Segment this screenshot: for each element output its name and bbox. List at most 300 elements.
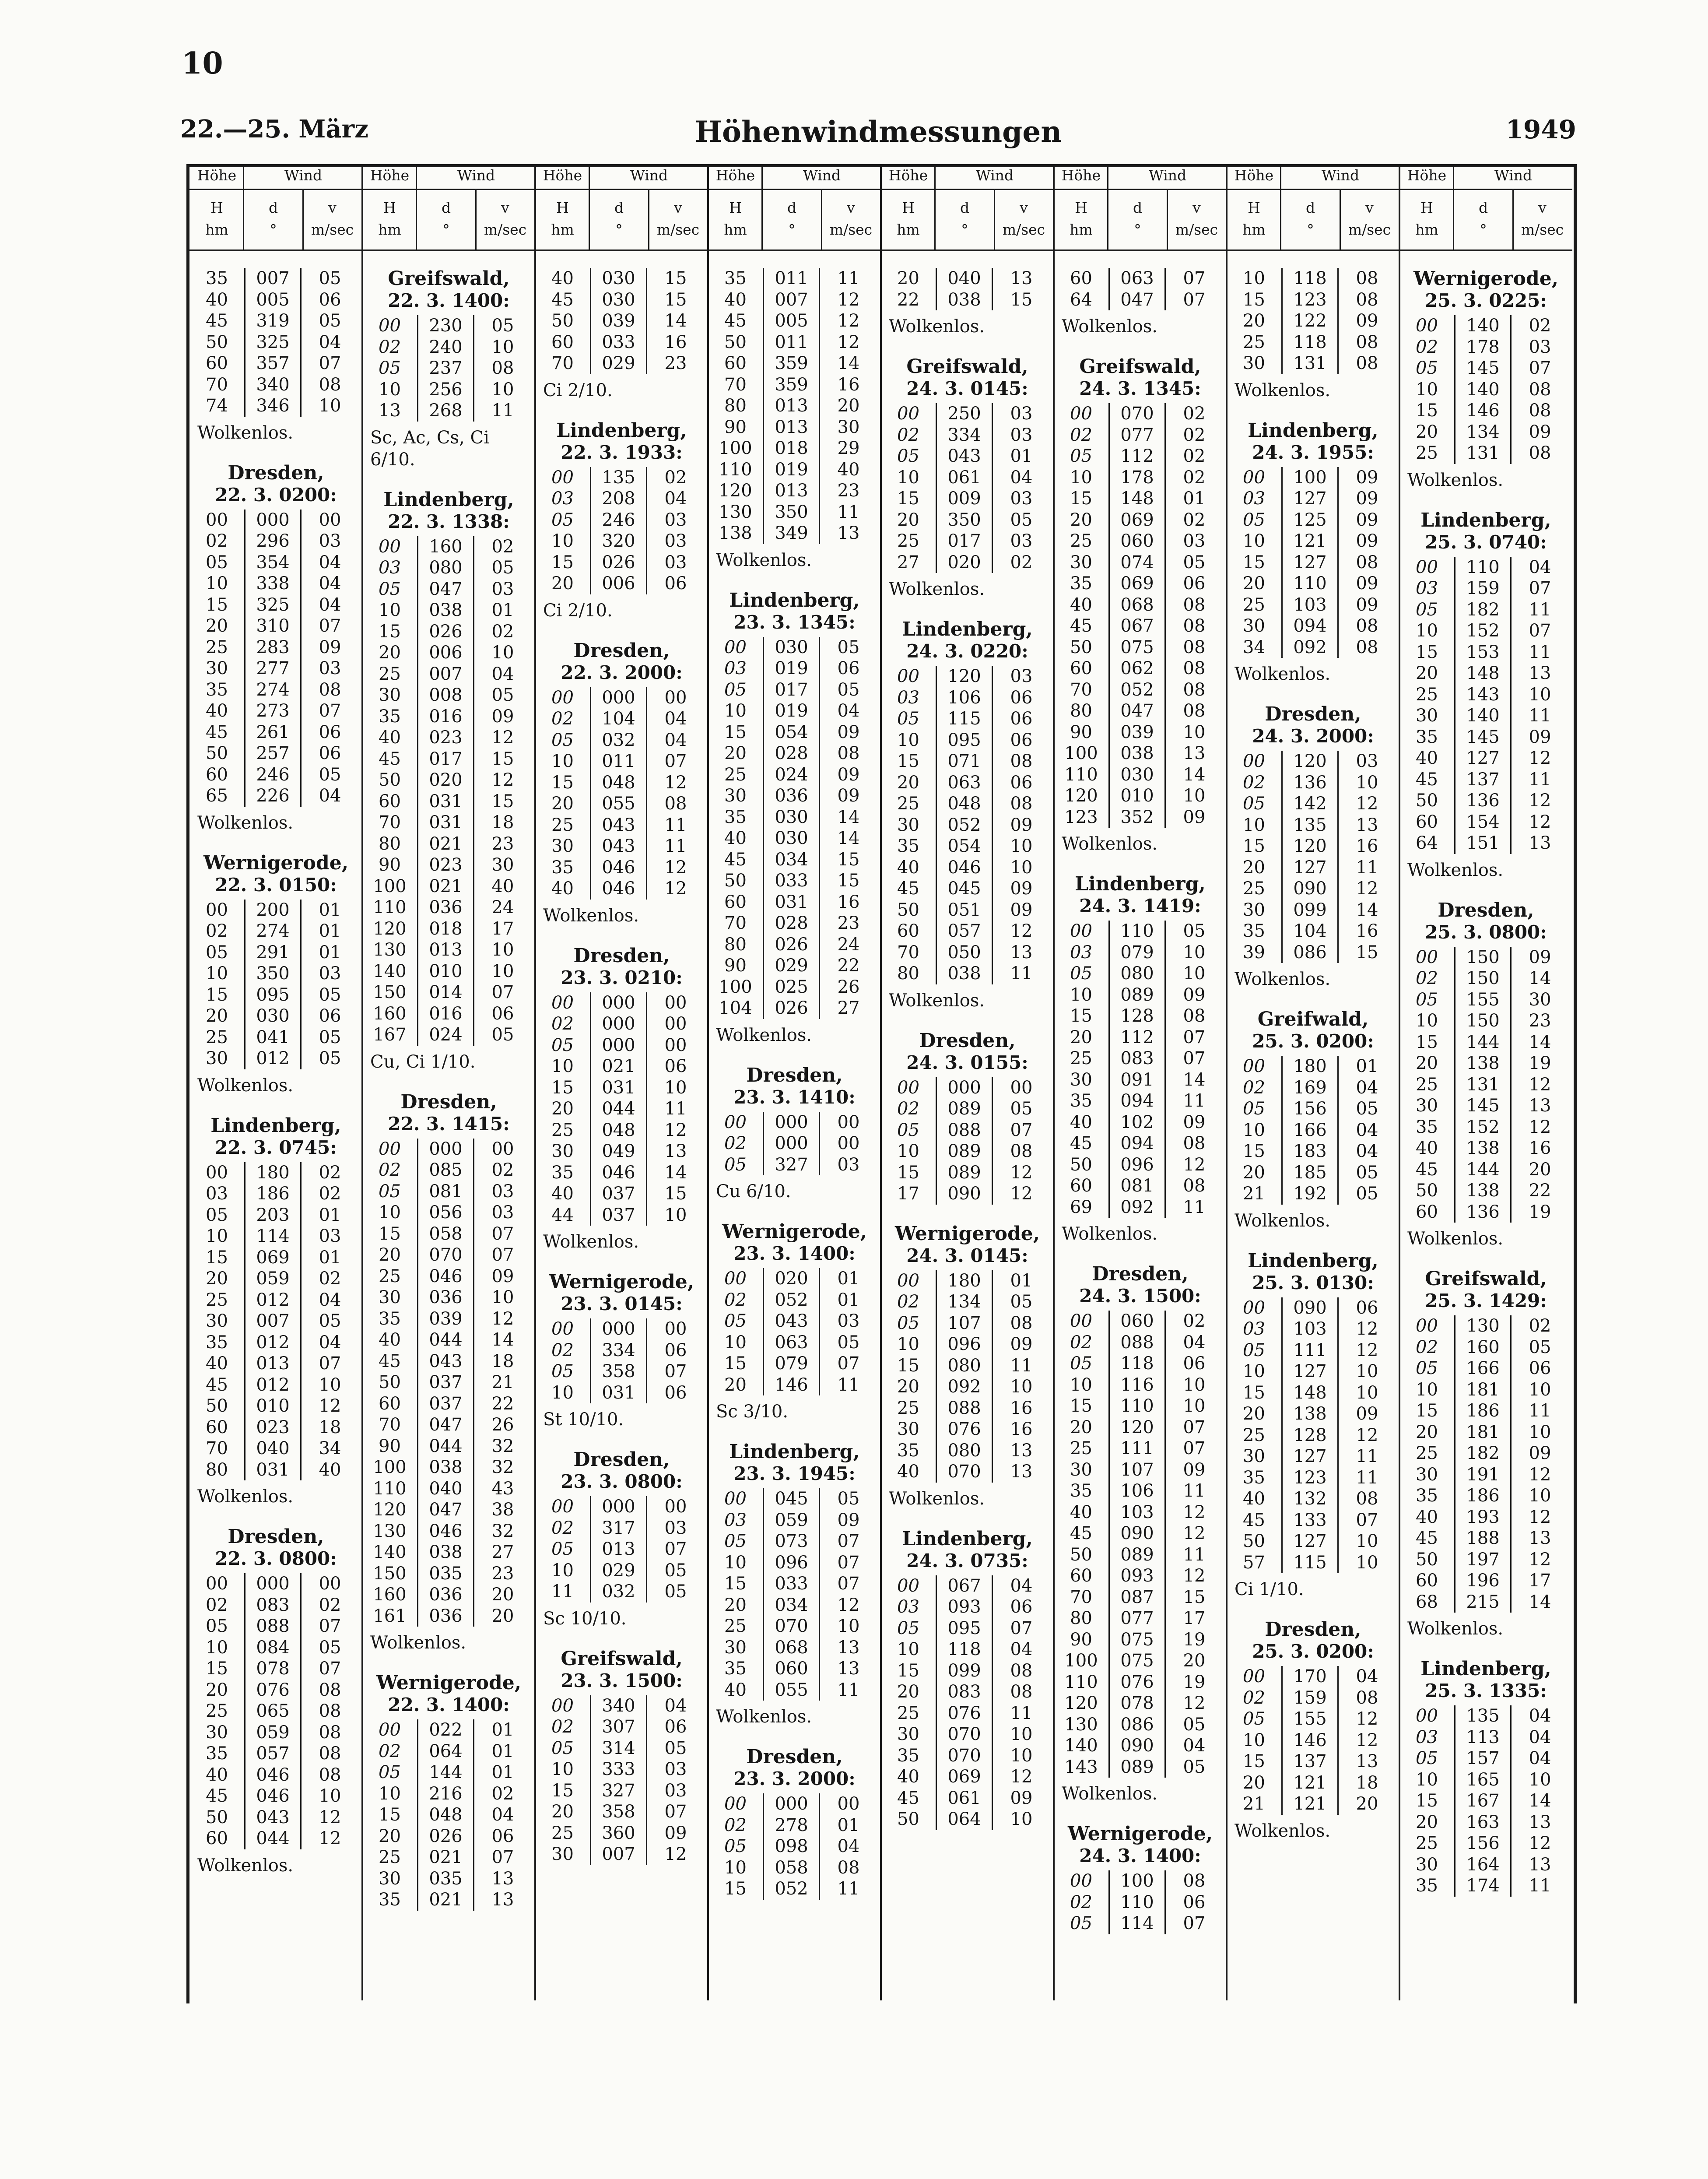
height-cell: 25 <box>1416 1074 1438 1095</box>
direction-cell: 017 <box>936 531 993 552</box>
station-time: 23. 3. 1400: <box>733 1243 856 1264</box>
station-block <box>189 268 362 444</box>
direction-cell: 185 <box>1281 1162 1339 1184</box>
speed-cell: 13 <box>1529 663 1551 683</box>
cloud-note: Wolkenlos. <box>1407 860 1504 880</box>
speed-cell: 10 <box>319 396 341 416</box>
header-v: v <box>501 199 509 216</box>
direction-cell: 043 <box>417 1351 474 1372</box>
station-time: 23. 3. 0210: <box>561 966 683 988</box>
table-row <box>362 770 535 791</box>
direction-cell: 152 <box>1454 1117 1512 1138</box>
height-cell: 20 <box>551 1099 574 1119</box>
cloud-note: Wolkenlos. <box>716 550 812 570</box>
height-cell: 10 <box>724 1332 747 1353</box>
direction-cell: 106 <box>936 687 993 709</box>
direction-cell: 095 <box>936 730 993 751</box>
direction-cell: 021 <box>417 833 474 855</box>
table-row <box>535 1823 708 1844</box>
direction-cell: 359 <box>763 353 820 374</box>
table-row <box>1399 1549 1572 1571</box>
header-msec: m/sec <box>311 221 354 238</box>
direction-cell: 028 <box>763 913 820 934</box>
direction-cell: 054 <box>936 836 993 857</box>
speed-cell: 05 <box>319 1311 341 1331</box>
height-cell: 30 <box>379 1868 401 1889</box>
height-cell: 25 <box>206 1290 228 1310</box>
data-rows <box>881 268 1054 310</box>
speed-cell: 16 <box>837 892 860 912</box>
height-cell: 03 <box>1243 489 1265 509</box>
header-wind: Wind <box>1148 167 1187 184</box>
direction-cell: 080 <box>417 557 474 579</box>
speed-cell: 13 <box>1529 1854 1551 1875</box>
direction-cell: 047 <box>1108 289 1166 311</box>
speed-cell: 10 <box>1529 684 1551 705</box>
table-row <box>1399 947 1572 968</box>
table-row <box>189 900 362 921</box>
direction-cell: 093 <box>1108 1565 1166 1587</box>
header-vrule <box>475 189 477 250</box>
direction-cell: 000 <box>590 1318 647 1340</box>
column-header <box>1227 164 1399 251</box>
table-row <box>1399 1507 1572 1528</box>
speed-cell: 08 <box>1356 268 1378 288</box>
height-cell: 05 <box>897 1120 919 1140</box>
table-row <box>362 1563 535 1585</box>
direction-cell: 026 <box>417 621 474 643</box>
table-row <box>1399 1528 1572 1549</box>
direction-cell: 250 <box>936 403 993 425</box>
direction-cell: 137 <box>1454 769 1512 791</box>
speed-cell: 18 <box>491 812 514 833</box>
direction-cell: 041 <box>244 1027 302 1048</box>
height-cell: 15 <box>724 722 747 742</box>
header-wind: Wind <box>1321 167 1360 184</box>
table-row <box>1399 1769 1572 1791</box>
table-row <box>362 337 535 358</box>
height-cell: 02 <box>379 1160 401 1180</box>
direction-cell: 059 <box>244 1268 302 1290</box>
direction-cell: 350 <box>244 963 302 984</box>
table-row <box>1399 748 1572 769</box>
table-row <box>881 1788 1054 1809</box>
station-name: Lindenberg, <box>902 618 1033 640</box>
speed-cell: 15 <box>664 268 687 288</box>
speed-cell: 08 <box>1356 1489 1378 1509</box>
table-row <box>362 1139 535 1160</box>
height-cell: 20 <box>379 1826 401 1846</box>
table-row <box>1399 337 1572 358</box>
speed-cell: 13 <box>664 1141 687 1161</box>
table-row <box>189 1658 362 1680</box>
direction-cell: 011 <box>590 751 647 772</box>
direction-cell: 140 <box>1454 705 1512 727</box>
height-cell: 00 <box>379 316 401 336</box>
speed-cell: 00 <box>319 1574 341 1594</box>
direction-cell: 047 <box>417 1499 474 1521</box>
station-time: 24. 3. 1955: <box>1252 441 1374 463</box>
table-row <box>1227 836 1399 857</box>
direction-cell: 020 <box>417 770 474 791</box>
table-row <box>881 1334 1054 1355</box>
direction-cell: 000 <box>417 1139 474 1160</box>
direction-cell: 127 <box>1281 1446 1339 1467</box>
speed-cell: 03 <box>1183 531 1206 551</box>
height-cell: 00 <box>551 1497 574 1517</box>
speed-cell: 15 <box>664 1184 687 1204</box>
height-cell: 10 <box>1070 1374 1092 1395</box>
table-row <box>1227 1552 1399 1574</box>
table-row <box>189 1438 362 1459</box>
height-cell: 25 <box>1243 1425 1265 1445</box>
height-cell: 10 <box>897 730 919 750</box>
direction-cell: 208 <box>590 488 647 510</box>
speed-cell: 11 <box>1183 1481 1206 1501</box>
station-name: Greifswald, <box>906 355 1028 378</box>
speed-cell: 08 <box>1183 701 1206 721</box>
height-cell: 90 <box>379 855 401 875</box>
table-row <box>881 1141 1054 1162</box>
header-hm: hm <box>1070 221 1093 238</box>
height-cell: 20 <box>897 1377 919 1397</box>
table-row <box>881 1618 1054 1639</box>
speed-cell: 29 <box>837 438 860 458</box>
direction-cell: 127 <box>1281 1361 1339 1382</box>
data-rows <box>189 900 362 1069</box>
speed-cell: 02 <box>491 1783 514 1804</box>
height-cell: 10 <box>551 531 574 551</box>
table-row <box>881 1355 1054 1377</box>
header-wind: Wind <box>630 167 668 184</box>
height-cell: 40 <box>724 1680 747 1700</box>
data-rows <box>1227 1297 1399 1574</box>
speed-cell: 19 <box>1529 1053 1551 1073</box>
header-hm: hm <box>1415 221 1438 238</box>
data-rows <box>881 1270 1054 1483</box>
speed-cell: 13 <box>1356 1751 1378 1771</box>
height-cell: 00 <box>1243 1056 1265 1076</box>
direction-cell: 058 <box>417 1223 474 1245</box>
speed-cell: 11 <box>1183 1544 1206 1565</box>
height-cell: 15 <box>551 1077 574 1098</box>
speed-cell: 04 <box>319 786 341 806</box>
speed-cell: 02 <box>319 1595 341 1615</box>
speed-cell: 06 <box>1010 709 1033 729</box>
direction-cell: 026 <box>763 934 820 956</box>
direction-cell: 121 <box>1281 531 1339 552</box>
table-row <box>535 510 708 531</box>
height-cell: 25 <box>551 1120 574 1140</box>
direction-cell: 203 <box>244 1205 302 1226</box>
speed-cell: 08 <box>319 1722 341 1743</box>
table-row <box>1054 1133 1227 1154</box>
direction-cell: 040 <box>936 268 993 289</box>
data-rows <box>362 315 535 422</box>
header-hoehe: Höhe <box>1061 167 1101 184</box>
height-cell: 03 <box>724 1510 747 1530</box>
speed-cell: 07 <box>491 982 514 1002</box>
table-row <box>881 1809 1054 1830</box>
speed-cell: 01 <box>319 1205 341 1225</box>
height-cell: 10 <box>206 963 228 984</box>
header-rule <box>362 189 535 190</box>
direction-cell: 026 <box>763 998 820 1019</box>
height-cell: 10 <box>1243 1120 1265 1140</box>
direction-cell: 023 <box>417 854 474 876</box>
speed-cell: 10 <box>1010 836 1033 856</box>
table-row <box>189 1595 362 1616</box>
table-row <box>1227 1077 1399 1099</box>
height-cell: 25 <box>379 1266 401 1286</box>
speed-cell: 22 <box>1529 1181 1551 1201</box>
table-row <box>708 417 881 438</box>
height-cell: 10 <box>1416 1011 1438 1031</box>
header-hoehe: Höhe <box>1234 167 1274 184</box>
height-cell: 50 <box>551 311 574 331</box>
station-block <box>535 420 708 622</box>
header-msec: m/sec <box>1348 221 1391 238</box>
header-deg: ° <box>442 221 450 238</box>
table-row <box>535 687 708 709</box>
table-row <box>1054 1069 1227 1091</box>
direction-cell: 216 <box>417 1783 474 1805</box>
speed-cell: 40 <box>491 876 514 896</box>
height-cell: 60 <box>724 892 747 912</box>
cloud-note: Wolkenlos. <box>197 1855 294 1876</box>
direction-cell: 159 <box>1454 578 1512 599</box>
speed-cell: 06 <box>319 743 341 763</box>
data-rows <box>1054 268 1227 310</box>
header-hoehe: Höhe <box>715 167 755 184</box>
station-block <box>189 462 362 834</box>
speed-cell: 01 <box>1010 446 1033 466</box>
direction-cell: 274 <box>244 921 302 942</box>
speed-cell: 10 <box>1529 1486 1551 1506</box>
direction-cell: 010 <box>244 1395 302 1417</box>
table-row <box>1399 1727 1572 1748</box>
direction-cell: 087 <box>1108 1587 1166 1608</box>
table-row <box>535 1035 708 1056</box>
speed-cell: 30 <box>491 855 514 875</box>
direction-cell: 314 <box>590 1738 647 1759</box>
height-cell: 15 <box>1416 642 1438 662</box>
data-rows <box>708 637 881 1019</box>
direction-cell: 334 <box>936 425 993 446</box>
header-msec: m/sec <box>1175 221 1218 238</box>
table-row <box>881 1398 1054 1419</box>
direction-cell: 020 <box>936 552 993 573</box>
table-row <box>1227 552 1399 573</box>
direction-cell: 044 <box>417 1436 474 1457</box>
height-cell: 05 <box>897 446 919 466</box>
table-row <box>189 722 362 743</box>
speed-cell: 08 <box>1183 1176 1206 1196</box>
table-row <box>881 1681 1054 1703</box>
table-row <box>708 1311 881 1332</box>
height-cell: 03 <box>379 558 401 578</box>
speed-cell: 09 <box>1183 807 1206 827</box>
speed-cell: 10 <box>1010 1377 1033 1397</box>
table-row <box>535 531 708 552</box>
direction-cell: 030 <box>590 268 647 289</box>
table-row <box>708 459 881 481</box>
header-d: d <box>960 199 970 216</box>
speed-cell: 10 <box>1529 1422 1551 1442</box>
table-row <box>1054 1502 1227 1523</box>
speed-cell: 18 <box>1356 1772 1378 1793</box>
height-cell: 10 <box>1416 621 1438 641</box>
speed-cell: 13 <box>491 1890 514 1910</box>
table-row <box>1227 1467 1399 1489</box>
speed-cell: 02 <box>1183 404 1206 424</box>
table-row <box>362 1351 535 1372</box>
station-block <box>189 1526 362 1877</box>
table-row <box>189 658 362 679</box>
height-cell: 00 <box>897 1077 919 1098</box>
speed-cell: 07 <box>319 353 341 373</box>
direction-cell: 114 <box>1108 1913 1166 1934</box>
height-cell: 02 <box>1070 425 1092 445</box>
direction-cell: 045 <box>763 1488 820 1510</box>
table-row <box>1054 1175 1227 1197</box>
table-row <box>708 722 881 743</box>
speed-cell: 07 <box>319 701 341 721</box>
speed-cell: 09 <box>1010 879 1033 899</box>
direction-cell: 048 <box>417 1804 474 1826</box>
speed-cell: 09 <box>1183 984 1206 1005</box>
direction-cell: 192 <box>1281 1183 1339 1205</box>
height-cell: 60 <box>1070 1176 1092 1196</box>
table-row <box>708 310 881 332</box>
height-cell: 80 <box>897 963 919 984</box>
table-row <box>535 332 708 353</box>
header-msec: m/sec <box>484 221 527 238</box>
table-row <box>362 791 535 812</box>
speed-cell: 10 <box>1183 963 1206 984</box>
table-row <box>1227 1120 1399 1141</box>
direction-cell: 164 <box>1454 1854 1512 1876</box>
table-row <box>708 1815 881 1836</box>
height-cell: 02 <box>1416 1337 1438 1357</box>
table-row <box>1399 557 1572 578</box>
height-cell: 02 <box>1070 1892 1092 1912</box>
table-row <box>708 480 881 502</box>
table-row <box>1399 968 1572 989</box>
station-block <box>708 590 881 1046</box>
speed-cell: 03 <box>837 1154 860 1175</box>
table-row <box>1399 1074 1572 1096</box>
table-row <box>1054 679 1227 701</box>
height-cell: 17 <box>897 1184 919 1204</box>
speed-cell: 07 <box>1183 1438 1206 1459</box>
data-rows <box>189 1573 362 1849</box>
speed-cell: 02 <box>1010 552 1033 573</box>
direction-cell: 026 <box>417 1826 474 1847</box>
speed-cell: 08 <box>1010 1660 1033 1681</box>
station-block <box>708 268 881 571</box>
height-cell: 10 <box>1070 467 1092 488</box>
direction-cell: 030 <box>590 289 647 311</box>
header-wind: Wind <box>1494 167 1533 184</box>
speed-cell: 04 <box>1183 1736 1206 1756</box>
height-cell: 30 <box>1416 1464 1438 1485</box>
speed-cell: 12 <box>1356 1340 1378 1360</box>
direction-cell: 000 <box>763 1133 820 1154</box>
station-block <box>362 268 535 471</box>
station-time: 23. 3. 2000: <box>733 1768 856 1789</box>
speed-cell: 04 <box>319 552 341 573</box>
direction-cell: 020 <box>763 1268 820 1290</box>
speed-cell: 01 <box>491 1741 514 1761</box>
table-row <box>189 552 362 573</box>
station-time: 22. 3. 1400: <box>388 290 510 311</box>
table-row <box>708 502 881 523</box>
table-row <box>189 510 362 531</box>
speed-cell: 08 <box>1356 1687 1378 1708</box>
direction-cell: 145 <box>1454 358 1512 379</box>
speed-cell: 13 <box>837 1637 860 1658</box>
direction-cell: 182 <box>1454 1443 1512 1464</box>
height-cell: 130 <box>373 940 407 960</box>
table-row <box>362 315 535 337</box>
speed-cell: 16 <box>1010 1398 1033 1418</box>
station-time: 24. 3. 2000: <box>1252 725 1374 747</box>
table-row <box>1227 467 1399 489</box>
direction-cell: 068 <box>763 1637 820 1659</box>
height-cell: 90 <box>724 417 747 437</box>
height-cell: 05 <box>551 730 574 750</box>
table-row <box>881 1098 1054 1120</box>
direction-cell: 350 <box>936 510 993 531</box>
table-row <box>362 1826 535 1847</box>
direction-cell: 086 <box>1108 1714 1166 1736</box>
table-row <box>1054 403 1227 425</box>
height-cell: 02 <box>724 1290 747 1310</box>
height-cell: 10 <box>724 1552 747 1573</box>
table-row <box>535 1098 708 1120</box>
direction-cell: 127 <box>1281 552 1339 573</box>
direction-cell: 133 <box>1281 1510 1339 1531</box>
speed-cell: 07 <box>837 1531 860 1551</box>
height-cell: 15 <box>551 772 574 793</box>
speed-cell: 13 <box>1529 1812 1551 1832</box>
speed-cell: 08 <box>319 1743 341 1764</box>
header-hoehe: Höhe <box>370 167 410 184</box>
table-row <box>1399 769 1572 791</box>
table-row <box>708 1680 881 1701</box>
height-cell: 34 <box>1243 637 1265 657</box>
direction-cell: 100 <box>1281 467 1339 489</box>
table-row <box>189 1785 362 1807</box>
table-row <box>1399 400 1572 422</box>
table-row <box>189 921 362 942</box>
height-cell: 50 <box>379 770 401 790</box>
speed-cell: 06 <box>319 722 341 742</box>
speed-cell: 11 <box>664 836 687 856</box>
table-row <box>881 510 1054 531</box>
speed-cell: 12 <box>491 770 514 790</box>
height-cell: 45 <box>724 849 747 870</box>
speed-cell: 14 <box>1529 968 1551 988</box>
height-cell: 35 <box>1416 1486 1438 1506</box>
direction-cell: 033 <box>590 332 647 353</box>
height-cell: 25 <box>897 1703 919 1723</box>
speed-cell: 05 <box>319 1048 341 1068</box>
table-row <box>535 1120 708 1141</box>
speed-cell: 12 <box>1010 1162 1033 1183</box>
table-row <box>1054 289 1227 311</box>
